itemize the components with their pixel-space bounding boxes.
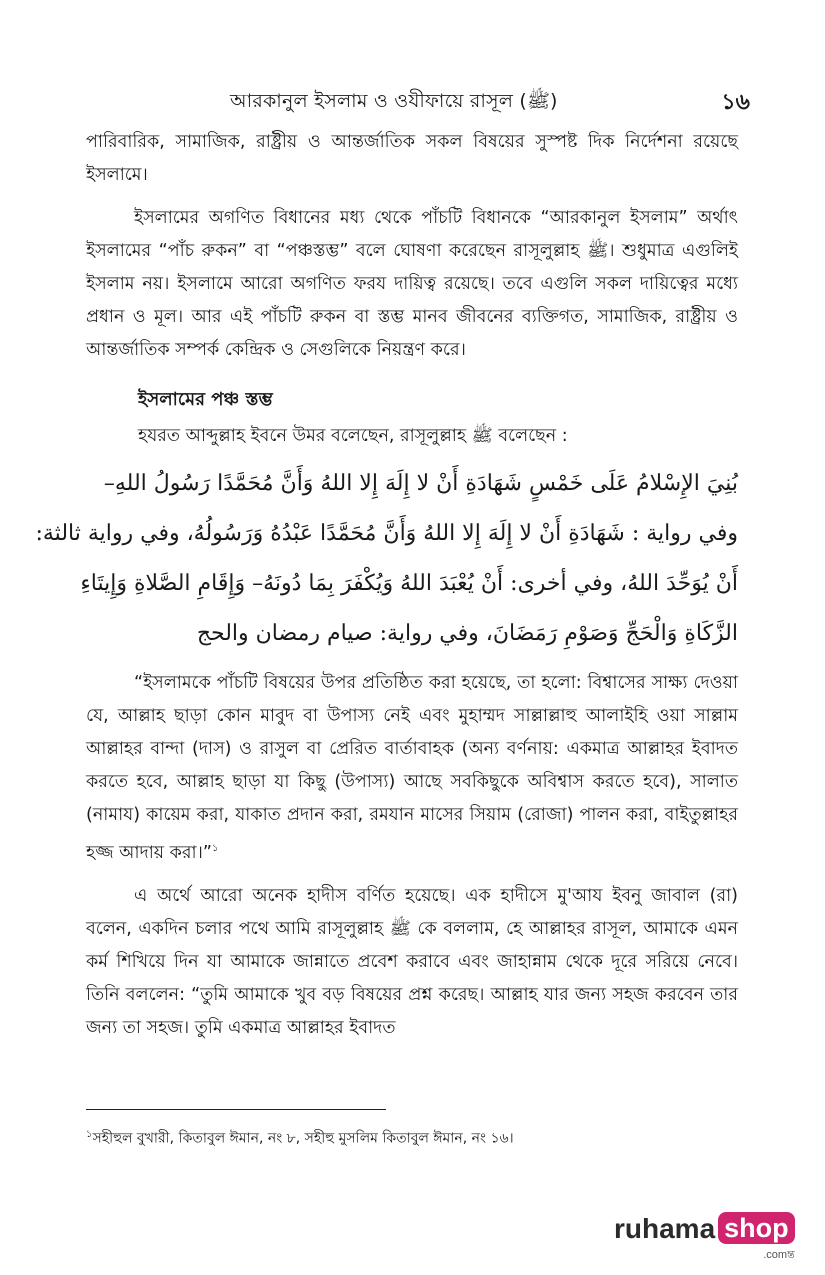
logo-domain: .comন্ত: [763, 1249, 795, 1261]
arabic-line-2: وفي رواية : شَهَادَةِ أَنْ لا إِلَهَ إِلا اللهُ وَأَنَّ مُحَمَّدًا عَبْدُهُ وَرَسُولُهُ، وفي رواية ثالثة:: [35, 521, 738, 546]
arabic-line-1: بُنِيَ الإِسْلامُ عَلَى خَمْسٍ شَهَادَةِ أَنْ لا إِلَهَ إِلا اللهُ وَأَنَّ مُحَمَّدًا رَسُولُ اللهِ–: [103, 471, 738, 496]
running-header: [230, 86, 750, 120]
arabic-line-3: أَنْ يُوَحِّدَ اللهُ، وفي أخرى: أَنْ يُعْبَدَ اللهُ وَيُكْفَرَ بِمَا دُونَهُ– وَإِقَامِ الصَّلاةِ وَإِيتَاءِ: [80, 571, 738, 596]
body-text: [35, 126, 739, 1045]
arabic-line-4: الزَّكَاةِ وَالْحَجِّ وَصَوْمِ رَمَضَانَ، وفي رواية: صيام رمضان والحج: [196, 621, 738, 646]
hadith-translation: [86, 667, 738, 870]
section-heading: ইসলামের পঞ্চ স্তম্ভ: [138, 389, 273, 410]
arabic-hadith: [35, 459, 738, 659]
footnote-marker: ১: [86, 1129, 93, 1140]
footnote-reference: ১: [211, 843, 219, 854]
translation-text: “ইসলামকে পাঁচটি বিষয়ের উপর প্রতিষ্ঠিত করা হয়েছে, তা হলো: বিশ্বাসের সাক্ষ্য দেওয়া যে, আল্লাহ ছাড়া কোন মাবুদ বা উপাস্য নেই এবং মুহাম্মদ সাল্লাল্লাহু আলাইহি ওয়া সাল্লাম আল্লাহর বান্দা (দাস) ও রাসুল বা প্রেরিত বার্তাবাহক (অন্য বর্ণনায়: একমাত্র আল্লাহর ইবাদত করতে হবে, আল্লাহ ছাড়া যা কিছু (উপাস্য) আছে সবকিছুকে অবিশ্বাস করতে হবে), সালাত (নামায) কায়েম করা, যাকাত প্রদান করা, রমযান মাসের সিয়াম (রোজা) পালন করা, বাইতুল্লাহর হজ্জ আদায় করা।”: [86, 673, 738, 863]
logo-main-text: ruhama: [614, 1213, 716, 1244]
paragraph-1: পারিবারিক, সামাজিক, রাষ্ট্রীয় ও আন্তর্জাতিক সকল বিষয়ের সুস্পষ্ট দিক নির্দেশনা রয়েছে ইসলামে।: [86, 132, 738, 185]
footnote-text: সহীহুল বুখারী, কিতাবুল ঈমান, নং ৮, সহীহু মুসলিম কিতাবুল ঈমান, নং ১৬।: [92, 1130, 514, 1147]
paragraph-2: ইসলামের অগণিত বিধানের মধ্য থেকে পাঁচটি বিধানকে “আরকানুল ইসলাম” অর্থাৎ ইসলামের “পাঁচ রুকন” বা “পঞ্চস্তম্ভ” বলে ঘোষণা করেছেন রাসূলুল্লাহ ﷺ। শুধুমাত্র এগুলিই ইসলাম নয়। ইসলামে আরো অগণিত ফরয দায়িত্ব রয়েছে। তবে এগুলি সকল দায়িত্বের মধ্যে প্রধান ও মূল। আর এই পাঁচটি রুকন বা স্তম্ভ মানব জীবনের ব্যক্তিগত, সামাজিক, রাষ্ট্রীয় ও আন্তর্জাতিক সম্পর্ক কেন্দ্রিক ও সেগুলিকে নিয়ন্ত্রণ করে।: [86, 208, 738, 360]
hadith-narration: হযরত আব্দুল্লাহ ইবনে উমর বলেছেন, রাসূলুল্লাহ ﷺ বলেছেন :: [138, 426, 568, 446]
logo-shop-badge: shop: [718, 1212, 795, 1244]
footnote-divider: [86, 1109, 386, 1110]
header-title: আরকানুল ইসলাম ও ওযীফায়ে রাসূল (ﷺ): [230, 90, 558, 112]
paragraph-3: এ অর্থে আরো অনেক হাদীস বর্ণিত হয়েছে। এক হাদীসে মু'আয ইবনু জাবাল (রা) বলেন, একদিন চলার পথে আমি রাসূলুল্লাহ ﷺ কে বললাম, হে আল্লাহর রাসূল, আমাকে এমন কর্ম শিখিয়ে দিন যা আমাকে জান্নাতে প্রবেশ করাবে এবং জাহান্নাম থেকে দূরে সরিয়ে নেবে। তিনি বললেন: “তুমি আমাকে খুব বড় বিষয়ের প্রশ্ন করেছ। আল্লাহ যার জন্য সহজ করবেন তার জন্য তা সহজ। তুমি একমাত্র আল্লাহর ইবাদত: [86, 885, 739, 1038]
ruhamashop-logo: [614, 1212, 795, 1261]
footnote: [86, 1124, 746, 1150]
page-number: ১৬: [721, 89, 750, 115]
